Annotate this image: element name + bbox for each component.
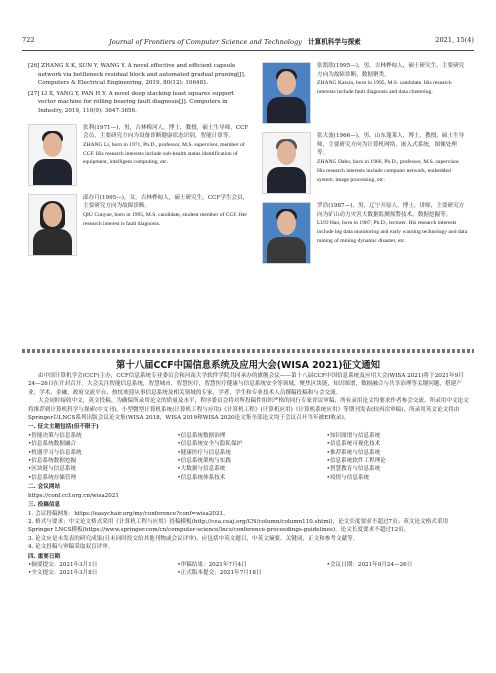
right-column [262, 62, 468, 264]
topic-item: •推荐系统与信息系统 [326, 449, 381, 456]
announcement-intro: 由中国计算机学会(CCF)主办，CCF信息系统专业委员会和河南大学软件学院共同承办的旗舰会议——第十八届CCF中国信息系统及应用大会(WISA 2021)将于2021年9月24—26日在开封召开。大会关注智能信息系统，智慧城市，智慧医疗，智慧医疗健康与信息系统安全等领域，聚焦区块链，知识图谱，数据融合与共享治理等关键问题，搭建产业，学术，金融，政府交流平台，热忱欢迎从事信息系统及相关领域的专家，学者，学生和专业技术人员撰稿投稿和与会交流。 [28, 373, 464, 396]
author-photo [28, 194, 77, 256]
topic-item: •区块链与信息系统 [28, 466, 77, 473]
topic-item: •机器学习与信息系统 [28, 449, 82, 456]
topic-item: •信息系统数据融合 [28, 441, 77, 448]
author-bio-cn: 罗浩(1987—)，男，辽宁开原人，博士，讲师，主要研究方向为矿山动力灾害大数据监测预警技术，数据挖掘等。 [317, 203, 465, 218]
author-bio-qiu-cunyue [28, 194, 250, 256]
journal-name: Journal of Frontiers of Computer Science and Technology [109, 38, 302, 46]
topic-item: •信息系统安全与隐私保护 [177, 441, 243, 448]
submission-info-4: 4. 论文投稿与审稿采取双盲评审。 [28, 544, 114, 551]
topic-item: •信息系统存储管理 [28, 474, 77, 481]
topic-item: •信息系统数据治理 [177, 432, 226, 439]
author-bio-en: ZHANG Li, born in 1971, Ph.D., professor, M.S. supervisor, member of CCF. His research interests include sub-health status identification of equipment, intelligent computing, etc. [83, 141, 245, 166]
conference-website-link[interactable]: https://conf.ccf.org.cn/wisa2021 [28, 492, 119, 499]
date-item: •审稿结果：2021年7月4日 [177, 561, 247, 568]
topic-item: •信息系统体系技术 [177, 474, 226, 481]
author-bio-cn: 张大波(1966—)，男，山东蓬莱人，博士，教授，硕士生导师，主要研究方向为计算机网络，嵌入式系统，图像处理等。 [317, 133, 465, 157]
author-bio-luo-hao [262, 202, 468, 264]
author-photo [262, 202, 311, 264]
topic-item: •疫情与信息系统 [326, 474, 370, 481]
author-bio-en: ZHANG Kaixin, born in 1995, M.S. candidate. His research interests include fault diagnosis and data clustering. [317, 80, 452, 96]
author-bio-cn: 邱存月(1995—)，女，吉林桦甸人，硕士研究生，CCF学生会员，主要研究方向为故障诊断。 [83, 194, 249, 210]
section-divider [22, 349, 474, 353]
submission-info-2: 2. 格式与要求：中文论文格式采用《计算机工程与应用》投稿模板(http://cea.ceaj.org/CN/column/column110.shtml)，论文长度要求不超过7页；英文论文格式采用Springer LNCS模板(https://www.springer.com/cn/computer-science/lncs/conference-proceedings-guidelines)，论文长度要求不超过12页。 [28, 518, 449, 534]
section-heading-submission: 三. 投稿信息 [28, 502, 61, 509]
date-item: •正式版本提交：2021年7月18日 [177, 570, 262, 577]
section-heading-dates: 四. 重要日期 [28, 553, 61, 560]
topic-item: •知识图谱与信息系统 [326, 432, 381, 439]
author-bio-en: LUO Hao, born in 1987, Ph.D., lecturer. His research interests include big data monitoring and early warning technology and data mining of mining dynamic disaster, etc. [317, 220, 468, 244]
reference-26: [26] ZHANG X K, SUN Y, WANG Y. A novel effective and efficient capsule network via bottleneck residual block and automated gradual pruning[J]. Computers & Electrical Engineering, 2019, 80(12): 106481. [28, 63, 246, 87]
submission-info-1: 1. 会议投稿网址：https://easychair.org/my/conference?conf=wisa2021。 [28, 510, 229, 517]
left-column [28, 62, 250, 256]
topic-item: •信息系统软件工程理论 [326, 458, 386, 465]
author-bio-en: ZHANG Dabo, born in 1966, Ph.D., professor, M.S. supervisor. His research interests include computer network, embedded system, image processing, etc. [317, 159, 460, 183]
date-item: •会议日期：2021年9月24—26日 [326, 561, 413, 568]
author-bio-zhang-kaixin [262, 62, 468, 124]
journal-name-cn: 计算机科学与探索 [308, 38, 361, 46]
topic-item: •信息系统架构与实践 [177, 458, 231, 465]
author-bio-zhang-li [28, 124, 250, 186]
topic-item: •信息系统数据挖掘 [28, 458, 77, 465]
topic-item: •大数据与信息系统 [177, 466, 226, 473]
author-bio-cn: 张凯欣(1995—)，男，吉林桦甸人，硕士研究生，主要研究方向为故障诊断，数据聚类。 [317, 63, 465, 78]
announcement-body [28, 372, 470, 578]
topic-item: •智慧教育与信息系统 [326, 466, 381, 473]
announcement-title: 第十八届CCF中国信息系统及应用大会(WISA 2021)征文通知 [115, 360, 381, 371]
running-header [22, 36, 474, 51]
section-heading-topics: 一. 征文主题包括(但不限于) [28, 424, 99, 431]
author-bio-en: QIU Cunyue, born in 1995, M.S. candidate, student member of CCF. Her research interest is fault diagnosis. [83, 211, 248, 227]
author-bio-zhang-dabo [262, 132, 468, 194]
submission-info-3: 3. 论文应是未发表的研究成果(且未同时投交给其他刊物或会议评审)，应包括中英文题目，中英文摘要，关键词，正文和参考文献等。 [28, 535, 359, 542]
reference-27: [27] LI X, YANG Y, PAN H Y. A novel deep stacking least squares support vector machine for rolling bearing fault diagnosis[J]. Computers in Industry, 2019, 110(9): 3647-3656. [28, 90, 235, 114]
topic-item: •智能决策与信息系统 [28, 432, 82, 439]
author-bio-cn: 张利(1971—)，男，吉林梅河人，博士，教授，硕士生导师，CCF会员，主要研究方向为设备诊断健康状态识别，智能计算等。 [83, 124, 249, 140]
date-item: •全文提交：2021年3月8日 [28, 570, 98, 577]
date-item: •摘要提交：2021年3月1日 [28, 561, 98, 568]
author-photo [28, 124, 77, 186]
issue-info: 2021, 15(4) [435, 36, 474, 44]
author-photo [262, 62, 311, 124]
topic-item: •信息系统可视化技术 [326, 441, 381, 448]
author-photo [262, 132, 311, 194]
topic-item: •健康医疗与信息系统 [177, 449, 231, 456]
topic-list [28, 432, 470, 482]
announcement-intro-2: 大会同时接收中文，英文投稿。为确保所录用论文的质量及水平，程序委员会将对所投稿件组织严格的同行专家评议审稿，所有录用论文均要求作者参会交流。所录用中文论文将推荐到计算机科学与探索(中文刊)，小型微型计算机系统(计算机工程与应用)《计算机工程》(计算机应用)《计算机系统应用》等期刊发表(较再次审稿)，所录用英文论文将由Springer以LNCS系列出版会议论文集(WISA 2018，WISA 2019和WISA 2020论文集全部论文均于会议召开当年被EI收录)。 [28, 398, 469, 422]
date-item [327, 569, 470, 577]
page-number: 722 [22, 36, 35, 44]
section-heading-website: 二. 会议网站 [28, 484, 61, 491]
important-dates [28, 561, 470, 578]
